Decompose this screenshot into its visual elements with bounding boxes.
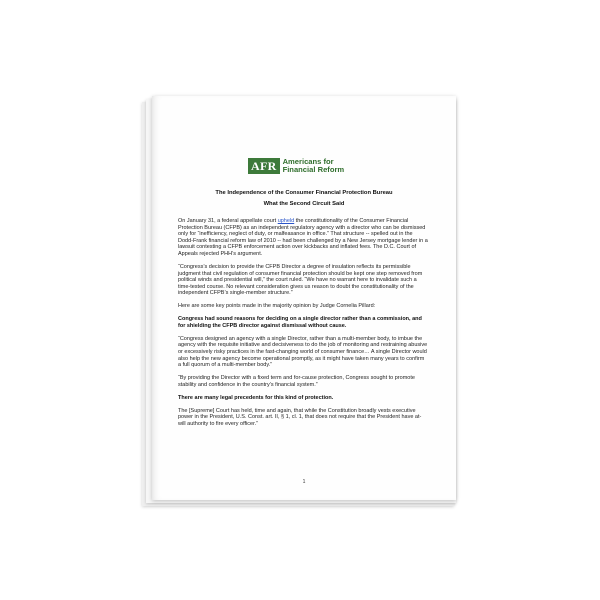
document-title: The Independence of the Consumer Financial Protection Bureau bbox=[215, 190, 393, 196]
upheld-link[interactable]: upheld bbox=[277, 218, 295, 224]
paragraph-7-heading: There are many legal precedents for this kind of protection. bbox=[178, 394, 334, 401]
paragraph-4-heading: Congress had sound reasons for deciding on a single director rather than a commission, and for shielding the CFPB director against dismissal without cause. bbox=[178, 316, 422, 329]
paragraph-6: “By providing the Director with a fixed term and for-cause protection, Congress sought to promote stability and confidence in the country’s financial system.” bbox=[178, 375, 415, 388]
afr-logo-mark: AFR bbox=[248, 158, 280, 174]
paragraph-1-text-a: On January 31, a federal appellate court bbox=[178, 218, 278, 224]
page-number: 1 bbox=[302, 479, 306, 485]
document-page bbox=[152, 96, 456, 500]
afr-logo bbox=[248, 156, 344, 176]
paragraph-8: The [Supreme] Court has held, time and again, that while the Constitution broadly vests executive power in the President, U.S. Const. art. II, § 1, cl. 1, that does not require that the President have at-will authority to fire every officer.” bbox=[178, 407, 422, 427]
paragraph-5: “Congress designed an agency with a single Director, rather than a multi-member body, to imbue the agency with the requisite initiative and decisiveness to do the job of monitoring and restraining abusive or excessively risky practices in the fast-changing world of consumer finance… A single Director would also help the new agency become operational promptly, as it might have taken many years to confirm a full quorum of a multi-member body.” bbox=[178, 335, 428, 369]
logo-line-1: Americans for bbox=[282, 157, 334, 167]
paragraph-1-text-b: the constitutionality of the Consumer Financial Protection Bureau (CFPB) as an independent regulatory agency with a director who can be dismissed only for “inefficiency, neglect of duty, or malfeasance in office.” That structure -- spelled out in the Dodd-Frank financial reform law of 2010 -- had been challenged by a New Jersey mortgage lender in a lawsuit contesting a CFPB enforcement action over kickbacks and inflated fees. The D.C. Court of Appeals rejected PHH’s argument. bbox=[178, 218, 428, 257]
document-subtitle: What the Second Circuit Said bbox=[263, 201, 345, 207]
paragraph-3: Here are some key points made in the majority opinion by Judge Cornelia Pillard: bbox=[178, 303, 376, 310]
paragraph-2: “Congress’s decision to provide the CFPB Director a degree of insulation reflects its permissible judgment that civil regulation of consumer financial protection should be kept one step removed from political winds and presidential will,” the court ruled. “We have no warrant here to invalidate such a time-tested course. No relevant consideration gives us reason to doubt the constitutionality of the independent CFPB’s single-member structure.” bbox=[178, 263, 423, 297]
afr-logo-text bbox=[283, 158, 345, 174]
logo-line-2: Financial Reform bbox=[282, 165, 345, 174]
paragraph-1 bbox=[178, 218, 428, 258]
document-body bbox=[178, 218, 428, 434]
